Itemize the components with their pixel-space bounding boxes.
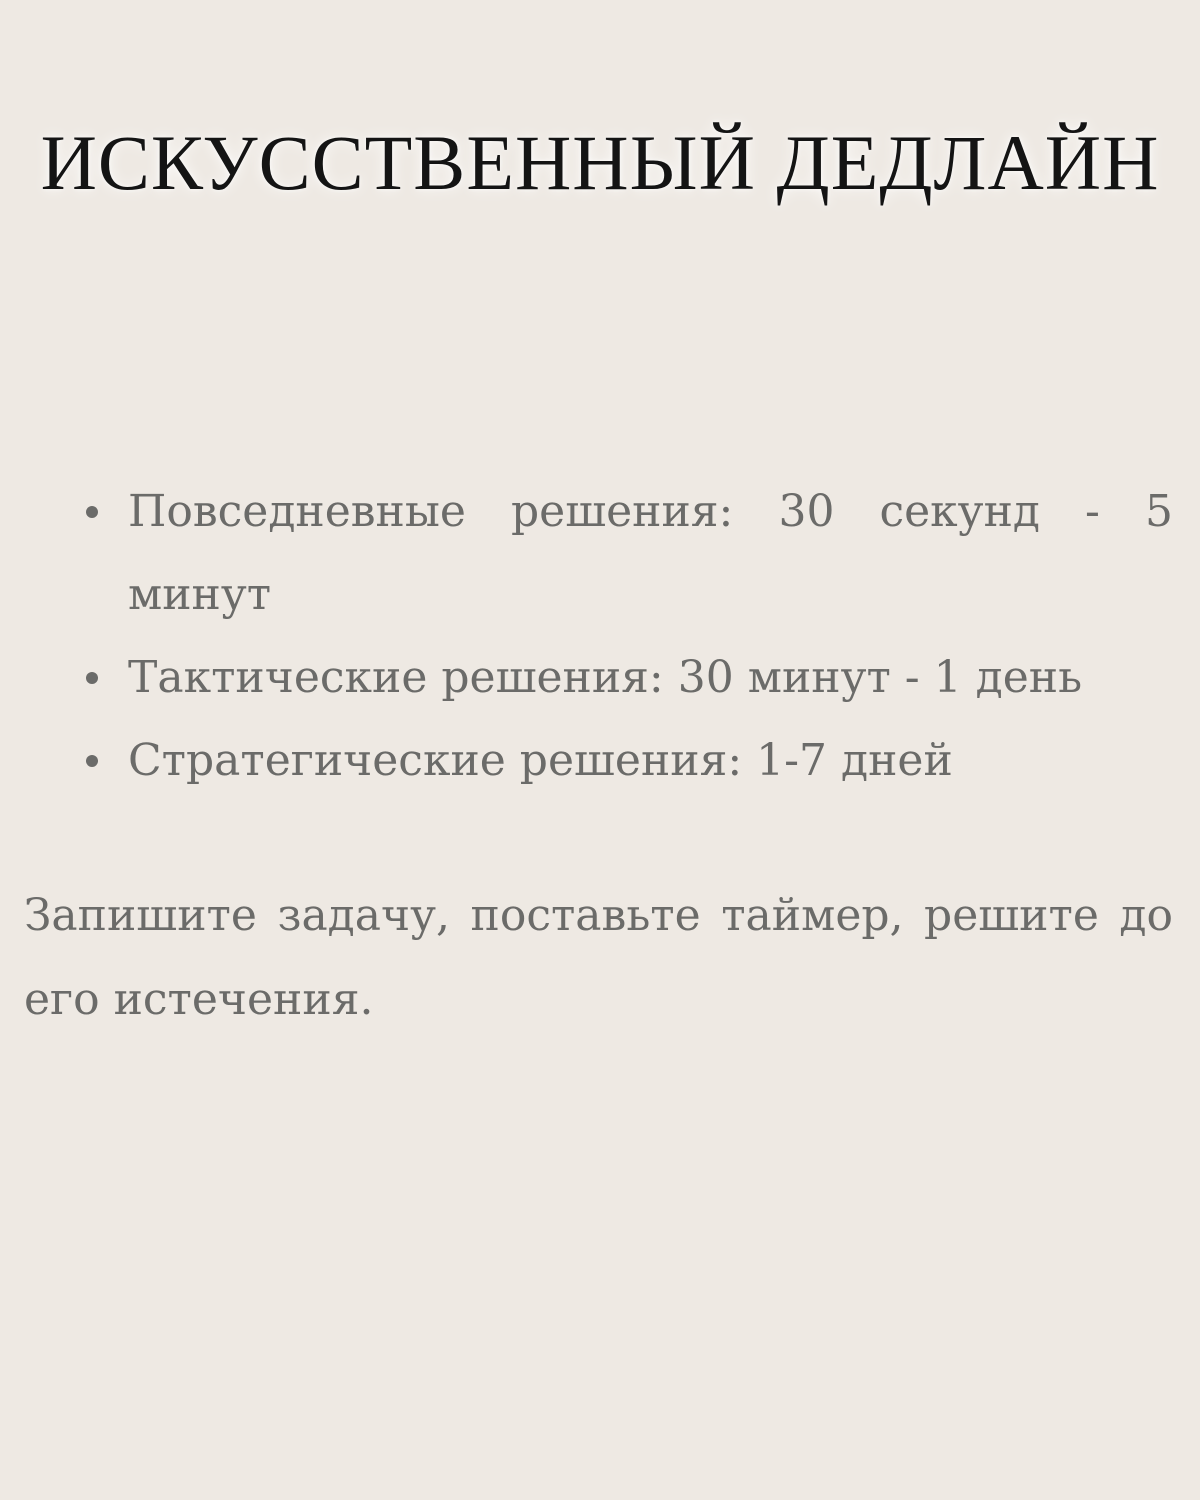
list-item [128,470,1173,636]
bullet-icon [86,506,98,518]
instruction-text: Запишите задачу, поставьте таймер, решите до его истечения. [24,890,1173,1025]
page-title: ИСКУССТВЕННЫЙ ДЕДЛАЙН [40,119,1160,206]
bullet-icon [86,755,98,767]
bullet-text: Повседневные решения: 30 секунд - 5 минут [128,486,1173,620]
list-item [128,636,1173,719]
bullet-list [128,470,1173,802]
bullet-icon [86,672,98,684]
bullet-text: Тактические решения: 30 минут - 1 день [128,652,1083,703]
bullet-text: Стратегические решения: 1-7 дней [128,735,953,786]
list-item [128,719,1173,802]
